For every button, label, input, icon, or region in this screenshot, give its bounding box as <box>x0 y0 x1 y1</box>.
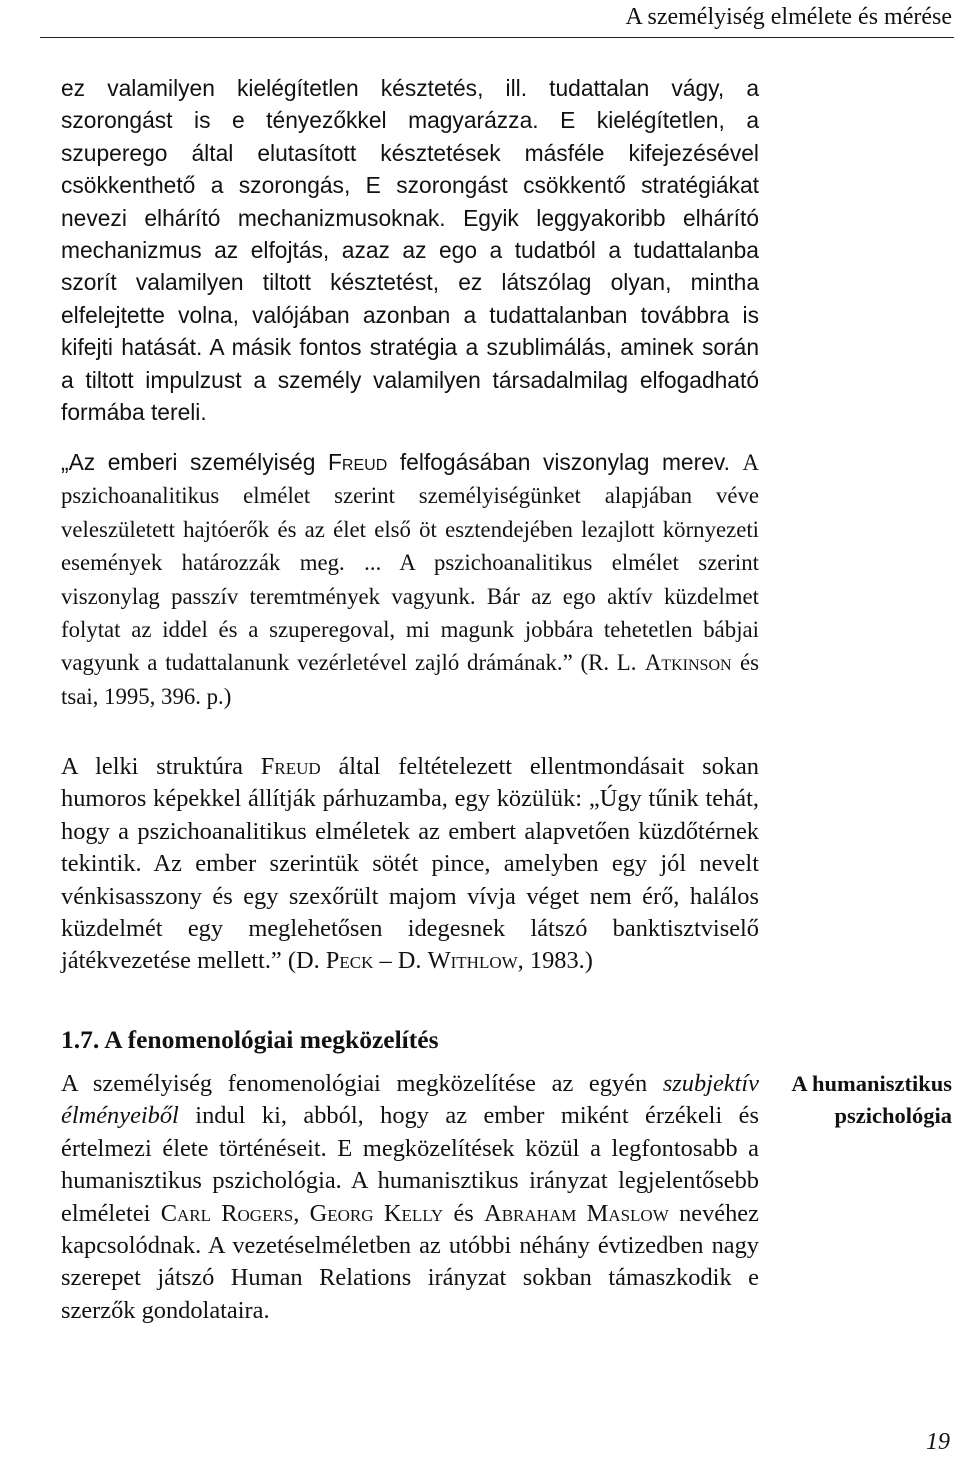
emphasis-text: szubjektív élményeiből <box>61 1070 759 1130</box>
body-paragraph-defense-mechanisms <box>61 72 759 428</box>
paragraph-text: , 1983.) <box>517 947 593 975</box>
author-name: Atkinson <box>644 650 732 676</box>
author-names: Carl Rogers, Georg Kelly <box>160 1199 444 1227</box>
paragraph-text: A személyiség fenomenológiai megközelítése az egyén <box>61 1070 648 1097</box>
paragraph-text: A pszichoanalitikus elmélet szerint személyiségünket alapjában véve veleszületett hajtóerők és az élet első öt esztendejében lezajlott környezeti események határozzák meg. ... A pszichoanalitikus elmélet szerint viszonylag passzív teremtmények vagyunk. Bár az ego aktív küzdelmet folytat az iddel és a szuperegoval, mi magunk jobbára tehetetlen bábjai vagyunk a tudattalanunk vezérletével zajló drámának.” (R. L. <box>61 450 759 676</box>
paragraph-text: indul ki, abból, hogy az ember miként érzékeli és értelmezi élete történéseit. E megközelítések közül a legfontosabb a humanisztikus pszichológia. A humanisztikus irányzat legjelentősebb elméletei <box>61 1102 759 1227</box>
paragraph-text: „Az emberi személyiség <box>61 449 316 475</box>
section-heading: 1.7. A fenomenológiai megközelítés <box>61 1025 439 1054</box>
paragraph-text: és <box>453 1199 474 1227</box>
author-name: Peck <box>325 947 374 975</box>
running-header: A személyiség elmélete és mérése <box>625 4 952 30</box>
paragraph-text: Egyik leggyakoribb elhárító mechanizmus az elfojtás, azaz az ego a tudatból a tudattalanba szorít valamilyen tiltott késztetést, ez látszólag olyan, mintha elfelejtette volna, valójában azonban a tudattalanban továbbra is kifejti hatását. <box>61 204 760 361</box>
body-paragraph-quote-atkinson <box>61 446 759 713</box>
paragraph-text: – D. <box>379 947 422 975</box>
margin-note: A humanisztikus pszichológia <box>791 1071 952 1129</box>
body-paragraph-phenomenological <box>61 1068 759 1327</box>
author-name: Abraham Maslow <box>484 1199 669 1227</box>
paragraph-text: A lelki struktúra <box>61 753 243 780</box>
author-name: Freud <box>328 449 388 475</box>
body-paragraph-humorous-quote <box>61 751 759 978</box>
paragraph-text: nevéhez kapcsolódnak. A vezetéselméletben az utóbbi néhány évtizedben nagy szerepet játszó Human Relations irányzat sokban támaszkodik e szerzők gondolataira. <box>61 1199 759 1324</box>
page-number: 19 <box>926 1429 950 1455</box>
paragraph-text: A másik fontos stratégia a szublimálás, aminek során a tiltott impulzust a személy valamilyen társadalmilag elfogadható formába tereli. <box>61 334 759 426</box>
author-name: Withlow <box>427 947 518 975</box>
author-name: Freud <box>260 753 321 780</box>
paragraph-text: által feltételezett ellentmondásait sokan humoros képekkel állítják párhuzamba, egy közülük: „Úgy tűnik tehát, hogy a pszichoanalitikus elméletek az embert alapvetően küzdőtérnek tekintik. Az ember szerintük sötét pince, amelyben egy jól nevelt vénkisasszony és egy szexőrült majom vívja véget nem érő, halálos küzdelmét egy meglehetősen idegesnek látszó banktisztviselő játékvezetése mellett.” (D. <box>61 753 759 975</box>
paragraph-text: felfogásában viszonylag merev. <box>399 449 730 475</box>
paragraph-text: és tsai, 1995, 396. p.) <box>61 650 759 709</box>
header-rule <box>40 37 954 38</box>
paragraph-text: ez valamilyen kielégítetlen késztetés, ill. tudattalan vágy, a szorongást is e tényezőkkel magyarázza. E kielégítetlen, a szuperego által elutasított késztetések másféle kifejezésével csökkenthető a szorongás, E szorongást csökkentő stratégiákat nevezi elhárító mechanizmusoknak. <box>61 75 759 231</box>
